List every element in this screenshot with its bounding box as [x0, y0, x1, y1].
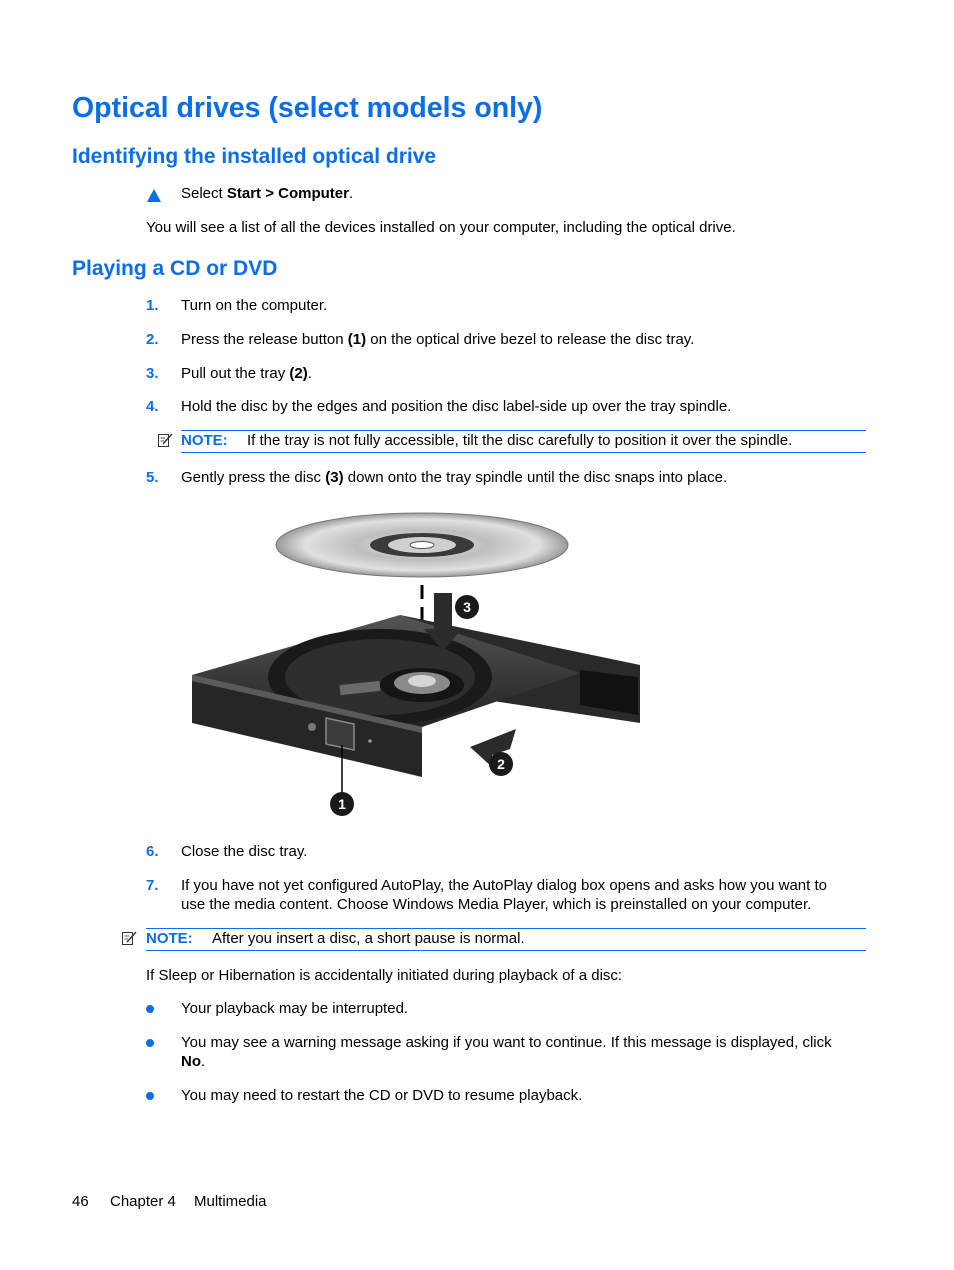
bullet-dot	[146, 1005, 154, 1013]
footer-chapter: Chapter 4	[110, 1193, 176, 1210]
optical-drive	[192, 615, 640, 777]
callout-1-label: 1	[338, 796, 346, 812]
note-pencil-icon	[157, 432, 173, 448]
bullet-dot	[146, 1092, 154, 1100]
triangle-bullet-icon	[146, 188, 162, 203]
step-text: Press the release button (1) on the optical drive bezel to release the disc tray.	[181, 331, 695, 348]
bullet-text: You may need to restart the CD or DVD to resume playback.	[181, 1087, 583, 1104]
page-number: 46	[72, 1193, 89, 1210]
step-text: Hold the disc by the edges and position the disc label-side up over the tray spindle.	[181, 398, 732, 415]
sleep-intro-text: If Sleep or Hibernation is accidentally initiated during playback of a disc:	[146, 967, 623, 984]
step-select-start: Select Start > Computer.	[181, 185, 354, 202]
bullet-text-line1: You may see a warning message asking if you want to continue. If this message is displayed, click	[181, 1034, 832, 1051]
callout-1	[330, 792, 354, 816]
optical-drive-illustration	[180, 505, 660, 825]
step-text: Turn on the computer.	[181, 297, 328, 314]
step-number: 2.	[146, 331, 159, 348]
footer-title: Multimedia	[194, 1193, 267, 1210]
callout-2-label: 2	[497, 756, 505, 772]
step-number: 4.	[146, 398, 159, 415]
step-text: Gently press the disc (3) down onto the tray spindle until the disc snaps into place.	[181, 469, 728, 486]
callout-3-label: 3	[463, 599, 471, 615]
note-text: If the tray is not fully accessible, tilt the disc carefully to position it over the spindle.	[247, 432, 793, 449]
step-text: Close the disc tray.	[181, 843, 308, 860]
note-label: NOTE:	[181, 432, 228, 449]
note-text: After you insert a disc, a short pause is normal.	[212, 930, 525, 947]
step-number: 1.	[146, 297, 159, 314]
step-number: 7.	[146, 877, 159, 894]
step-number: 6.	[146, 843, 159, 860]
devices-list-text: You will see a list of all the devices installed on your computer, including the optical drive.	[146, 219, 736, 236]
note-label: NOTE:	[146, 930, 193, 947]
step-text-line1: If you have not yet configured AutoPlay, the AutoPlay dialog box opens and asks how you want to	[181, 877, 827, 894]
step-number: 3.	[146, 365, 159, 382]
callout-2	[489, 752, 513, 776]
note-pencil-icon	[121, 930, 137, 946]
bullet-text-line2: No.	[181, 1053, 206, 1070]
disc	[276, 513, 568, 577]
step-number: 5.	[146, 469, 159, 486]
page-title: Optical drives (select models only)	[72, 92, 543, 124]
bullet-dot	[146, 1039, 154, 1047]
section-heading-identifying: Identifying the installed optical drive	[72, 145, 437, 168]
section-heading-playing: Playing a CD or DVD	[72, 257, 278, 280]
callout-3	[455, 595, 479, 619]
step-text: Pull out the tray (2).	[181, 365, 312, 382]
bullet-text: Your playback may be interrupted.	[181, 1000, 409, 1017]
step-text-line2: use the media content. Choose Windows Media Player, which is preinstalled on your computer.	[181, 896, 812, 913]
